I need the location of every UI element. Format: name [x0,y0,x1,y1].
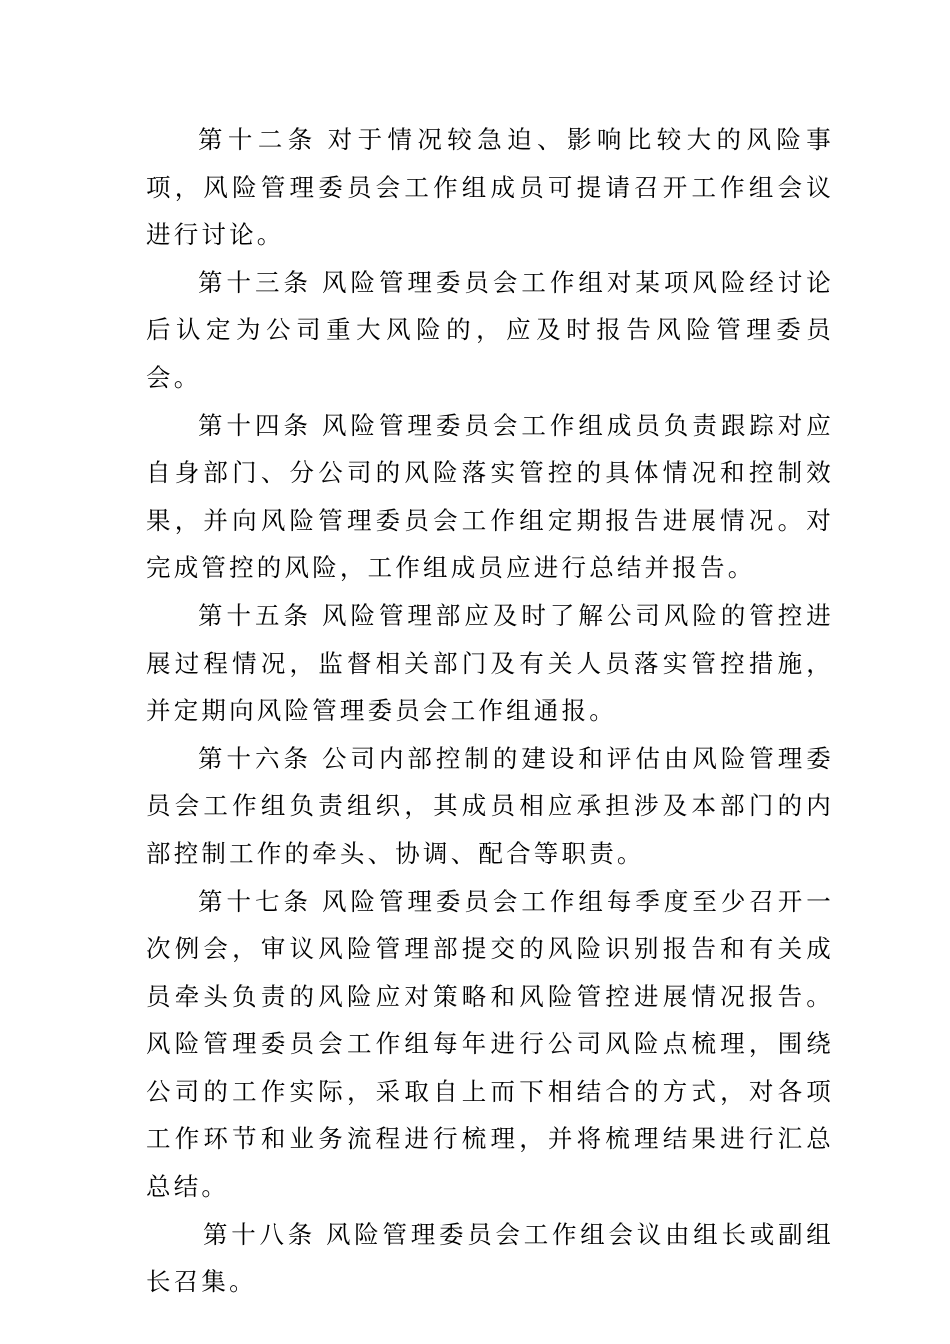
article-text: 风险管理委员会工作组成员负责跟踪对应自身部门、分公司的风险落实管控的具体情况和控制效果，并向风险管理委员会工作组定期报告进展情况。对完成管控的风险，工作组成员应进行总结并报告。 [146,410,834,583]
article-number: 第十三条 [198,267,312,297]
article-number: 第十四条 [198,410,312,440]
article-text: 对于情况较急迫、影响比较大的风险事项，风险管理委员会工作组成员可提请召开工作组会议进行讨论。 [146,125,834,250]
article-number: 第十二条 [198,125,318,154]
article-17 [146,878,834,1211]
article-text: 风险管理委员会工作组对某项风险经讨论后认定为公司重大风险的，应及时报告风险管理委员会。 [146,267,834,392]
article-18 [146,1211,834,1306]
article-16 [146,735,834,878]
article-number: 第十七条 [198,886,312,916]
article-text: 风险管理委员会工作组会议由组长或副组长召集。 [146,1219,834,1297]
article-13 [146,259,834,402]
article-text: 公司内部控制的建设和评估由风险管理委员会工作组负责组织，其成员相应承担涉及本部门的内部控制工作的牵头、协调、配合等职责。 [146,743,834,868]
article-number: 第十五条 [198,600,312,630]
article-number: 第十八条 [203,1219,317,1249]
article-number: 第十六条 [198,743,312,773]
article-15 [146,592,834,735]
document-body [146,116,834,1306]
article-14 [146,402,834,592]
article-text: 风险管理部应及时了解公司风险的管控进展过程情况，监督相关部门及有关人员落实管控措施，并定期向风险管理委员会工作组通报。 [146,600,834,726]
article-12 [146,116,834,259]
article-text: 风险管理委员会工作组每季度至少召开一次例会，审议风险管理部提交的风险识别报告和有关成员牵头负责的风险应对策略和风险管控进展情况报告。风险管理委员会工作组每年进行公司风险点梳理，围绕公司的工作实际，采取自上而下相结合的方式，对各项工作环节和业务流程进行梳理，并将梳理结果进行汇总总结。 [146,886,834,1202]
